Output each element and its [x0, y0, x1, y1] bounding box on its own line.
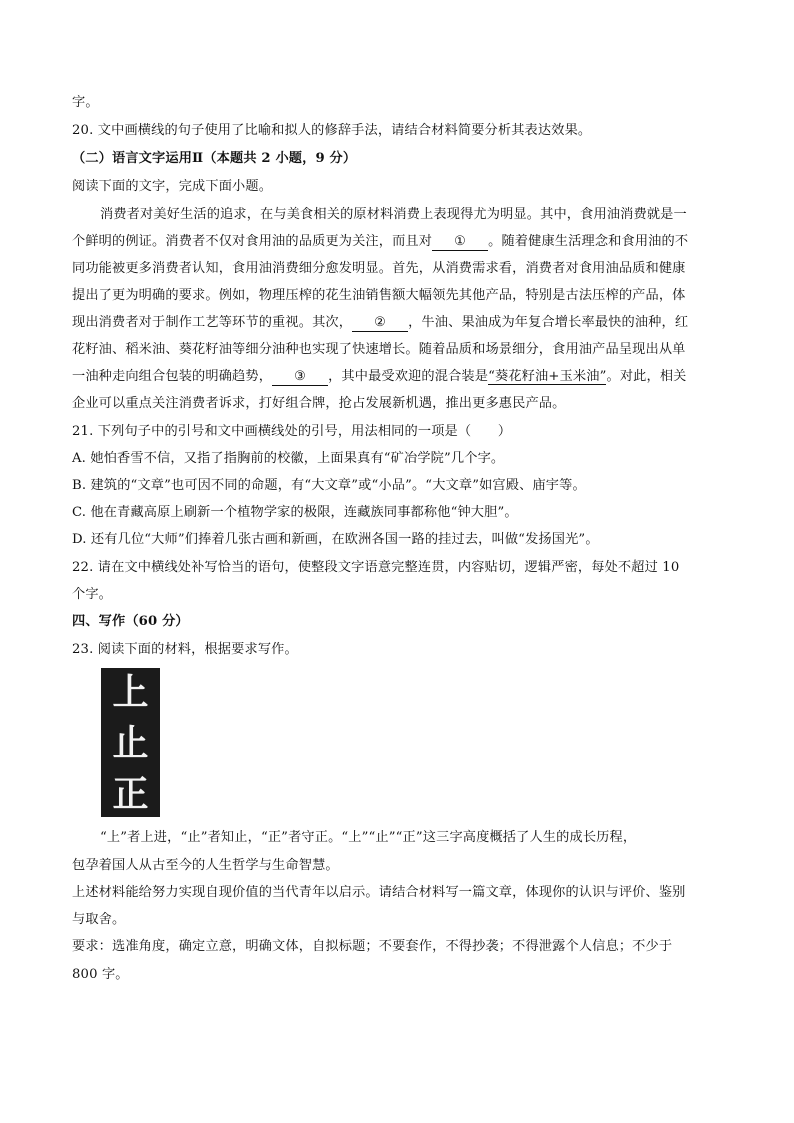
passage-text: 。对此，相关	[606, 369, 687, 384]
calligraphy-char: 止	[112, 722, 149, 764]
material-line: “上”者上进，“止”者知止，“正”者守正。“上”“止”“正”这三字高度概括了人生的成长历程，	[100, 830, 637, 845]
passage-line	[72, 313, 722, 333]
passage-line: 提出了更为明确的要求。例如，物理压榨的花生油销售额大幅领先其他产品，特别是古法压榨的产品，体	[72, 288, 686, 303]
material-line: 包孕着国人从古至今的人生哲学与生命智慧。	[72, 858, 339, 873]
section-heading: （二）语言文字运用Ⅱ（本题共 2 小题，9 分）	[72, 151, 357, 166]
blank-1: ①	[432, 234, 488, 251]
option-c: C. 他在青藏高原上刷新一个植物学家的极限，连藏族同事都称他“钟大胆”。	[72, 505, 518, 520]
material-line: 上述材料能给努力实现自现价值的当代青年以启示。请结合材料写一篇文章，体现你的认识与评价、鉴别	[72, 885, 686, 900]
requirement-line: 800 字。	[72, 967, 129, 982]
calligraphy-char: 上	[112, 671, 149, 713]
passage-line	[72, 367, 722, 387]
passage-text: 个鲜明的例证。消费者不仅对食用油的品质更为关注，而且对	[72, 234, 433, 249]
text-line: 字。	[72, 95, 99, 110]
calligraphy-char: 正	[112, 773, 149, 815]
option-d: D. 还有几位“大师”们捧着几张古画和新画，在欧洲各国一路的挂过去，叫做“发扬国光”。	[72, 532, 599, 547]
passage-line: 花籽油、稻米油、葵花籽油等细分油种也实现了快速增长。随着品质和场景细分，食用油产品呈现出从单	[72, 342, 686, 357]
material-line: 与取舍。	[72, 912, 126, 927]
passage-line	[72, 232, 722, 252]
passage-line: 消费者对美好生活的追求，在与美食相关的原材料消费上表现得尤为明显。其中，食用油消费就是一	[100, 207, 687, 222]
question-22: 22. 请在文中横线处补写恰当的语句，使整段文字语意完整连贯，内容贴切，逻辑严密，每处不超过 10	[72, 560, 680, 575]
question-20: 20. 文中画横线的句子使用了比喻和拟人的修辞手法，请结合材料简要分析其表达效果。	[72, 123, 592, 138]
blank-3: ③	[272, 369, 328, 386]
section-heading: 四、写作（60 分）	[72, 614, 189, 629]
passage-line: 企业可以重点关注消费者诉求，打好组合牌，抢占发展新机遇，推出更多惠民产品。	[72, 396, 566, 411]
question-22-cont: 个字。	[72, 587, 113, 602]
passage-text: 现出消费者对于制作工艺等环节的重视。其次，	[72, 315, 353, 330]
passage-text: ，牛油、果油成为年复合增长率最快的油种，红	[408, 315, 689, 330]
passage-line: 同功能被更多消费者认知，食用油消费细分愈发明显。首先，从消费需求看，消费者对食用油品质和健康	[72, 261, 686, 276]
passage-text: ，其中最受欢迎的混合装是	[328, 369, 489, 384]
question-23: 23. 阅读下面的材料，根据要求写作。	[72, 642, 298, 657]
underlined-phrase: “葵花籽油+玉米油”	[488, 369, 607, 384]
instruction: 阅读下面的文字，完成下面小题。	[72, 179, 273, 194]
blank-2: ②	[352, 315, 408, 332]
question-21: 21. 下列句子中的引号和文中画横线处的引号，用法相同的一项是（ ）	[72, 424, 512, 439]
passage-text: 。随着健康生活理念和食用油的不	[488, 234, 689, 249]
passage-text: 一油种走向组合包装的明确趋势，	[72, 369, 273, 384]
option-b: B. 建筑的“文章”也可因不同的命题，有“大文章”或“小品”。“大文章”如宫殿、庙宇等。	[72, 478, 586, 493]
calligraphy-image	[101, 668, 160, 817]
option-a: A. 她怕香雪不信，又指了指胸前的校徽，上面果真有“矿冶学院”几个字。	[72, 451, 505, 466]
requirement-line: 要求：选准角度，确定立意，明确文体，自拟标题；不要套作，不得抄袭；不得泄露个人信息；不少于	[72, 939, 673, 954]
